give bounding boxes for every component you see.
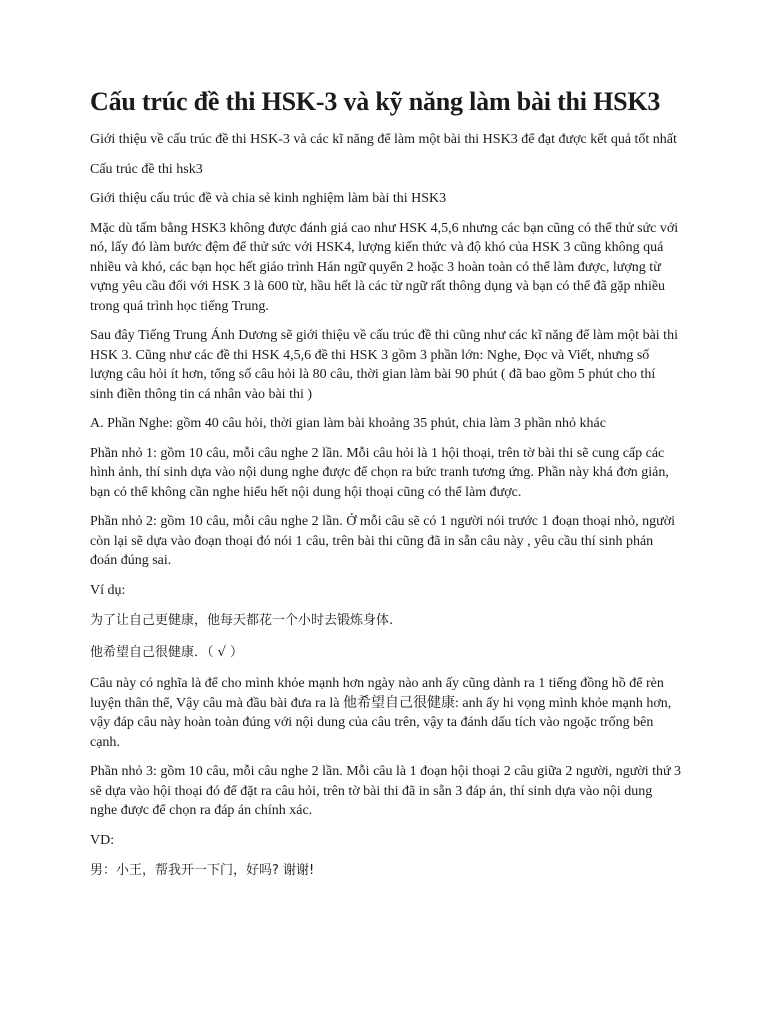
subheading-intro: Giới thiệu cấu trúc đề và chia sẻ kinh nghiệm làm bài thi HSK3 — [90, 191, 447, 206]
part-2-paragraph: Phần nhỏ 2: gồm 10 câu, mỗi câu nghe 2 lần. Ở mỗi câu sẽ có 1 người nói trước 1 đoạn thoại nhỏ, người còn lại sẽ dựa vào đoạn thoại đó nói 1 câu, trên bài thi cũng đã in sẵn câu này , yêu cầu thí sinh phán đoán đúng sai. — [90, 514, 676, 568]
document-page — [90, 86, 682, 892]
chinese-example-statement: 他希望自己很健康．（ √ ） — [90, 645, 244, 660]
example-explanation: Câu này có nghĩa là để cho mình khỏe mạnh hơn ngày nào anh ấy cũng dành ra 1 tiếng đồng hồ để rèn luyện thân thể, Vậy câu mà đầu bài đưa ra là 他希望自己很健康: anh ấy hi vọng mình khỏe mạnh hơn, vậy đáp câu này hoàn toàn đúng với nội dung của câu trên, vậy ta đánh dấu tích vào ngoặc trống bên cạnh. — [90, 676, 672, 750]
example-label: Ví dụ: — [90, 582, 126, 598]
chinese-dialogue-line: 男：小王，帮我开一下门，好吗? 谢谢! — [90, 863, 315, 878]
part-3-paragraph: Phần nhỏ 3: gồm 10 câu, mỗi câu nghe 2 lần. Mỗi câu là 1 đoạn hội thoại 2 câu giữa 2 người, người thứ 3 sẽ dựa vào hội thoại đó để đặt ra câu hỏi, trên tờ bài thi đã in sẵn 3 đáp án, thí sinh dựa vào nội dung nghe được để chọn ra đáp án chính xác. — [90, 764, 682, 818]
chinese-example-sentence: 为了让自己更健康，他每天都花一个小时去锻炼身体. — [90, 613, 394, 628]
section-listening: A. Phần Nghe: gồm 40 câu hỏi, thời gian làm bài khoảng 35 phút, chia làm 3 phần nhỏ khác — [90, 416, 606, 431]
document-title: Cấu trúc đề thi HSK-3 và kỹ năng làm bài thi HSK3 — [90, 87, 661, 116]
subheading-structure: Cấu trúc đề thi hsk3 — [90, 161, 203, 177]
example-label-vd: VD: — [90, 832, 115, 848]
part-1-paragraph: Phần nhỏ 1: gồm 10 câu, mỗi câu nghe 2 lần. Mỗi câu hỏi là 1 hội thoại, trên tờ bài thi sẽ cung cấp các hình ảnh, thí sinh dựa vào nội dung nghe được để chọn ra bức tranh tương ứng. Phần này khá đơn giản, bạn có thể không cần nghe hiểu hết nội dung hội thoại cũng có thể làm được. — [90, 445, 669, 500]
body-paragraph: Mặc dù tấm bằng HSK3 không được đánh giá cao như HSK 4,5,6 nhưng các bạn cũng có thể thử sức với nó, lấy đó làm bước đệm để thử sức với HSK4, lượng kiến thức và độ khó của HSK 3 cũng không quá nhiều và khó, các bạn học hết giáo trình Hán ngữ quyển 2 hoặc 3 hoàn toàn có thể làm được, lượng từ vựng yêu cầu đối với HSK 3 là 600 từ, hầu hết là các từ ngữ rất thông dụng và bạn có thể đã gặp nhiều trong quá trình học tiếng Trung. — [90, 220, 679, 314]
body-paragraph: Sau đây Tiếng Trung Ánh Dương sẽ giới thiệu về cấu trúc đề thi cũng như các kĩ năng để làm một bài thi HSK 3. Cũng như các đề thi HSK 4,5,6 đề thi HSK 3 gồm 3 phần lớn: Nghe, Đọc và Viết, nhưng số lượng câu hỏi ít hơn, tổng số câu hỏi là 80 câu, thời gian làm bài 90 phút ( đã bao gồm 5 phút cho thí sinh điền thông tin cá nhân vào bài thi ) — [90, 328, 678, 402]
intro-paragraph: Giới thiệu về cấu trúc đề thi HSK-3 và các kĩ năng để làm một bài thi HSK3 để đạt được kết quả tốt nhất — [90, 132, 677, 147]
